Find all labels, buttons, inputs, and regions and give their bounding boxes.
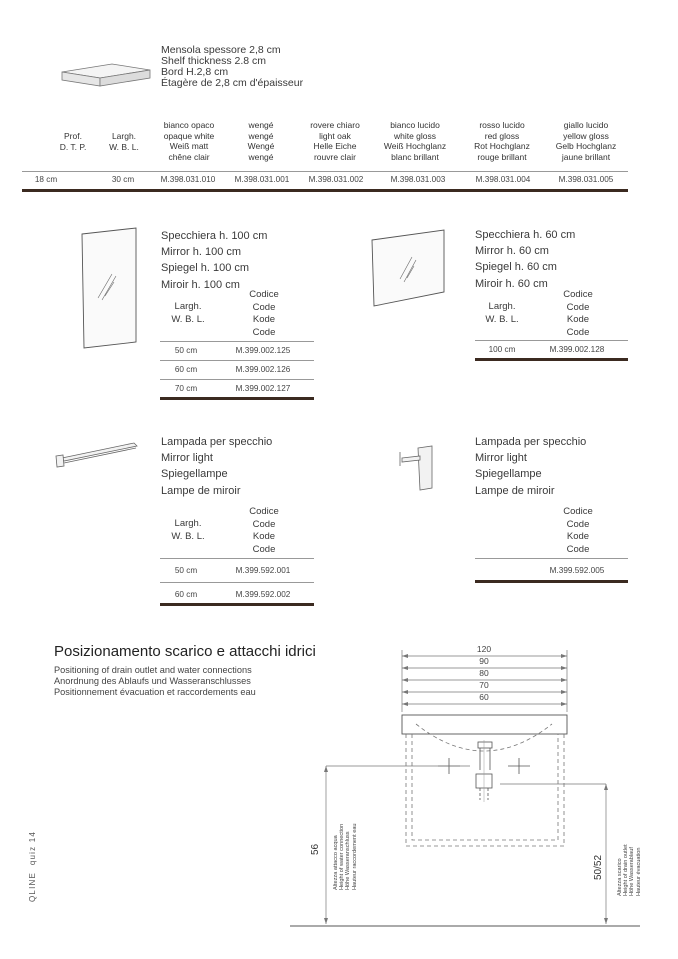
label-line: Höhe Wasserablauf	[629, 847, 636, 896]
title-line: Lampe de miroir	[161, 484, 241, 497]
title-line: Spiegel h. 100 cm	[161, 262, 250, 275]
label-line: Height of water connection	[339, 823, 346, 890]
header-line: Code	[252, 518, 276, 530]
footer-brand	[28, 831, 37, 902]
table-bottom-rule	[160, 397, 314, 400]
code-header	[546, 506, 610, 556]
title-line: Mirror h. 100 cm	[161, 246, 242, 259]
header-line: rouge brillant	[477, 151, 527, 162]
header-line: Prof.	[64, 131, 82, 141]
mirror-60-title	[475, 227, 575, 292]
col-header-red-gloss	[462, 120, 542, 162]
col-header-opaque-white	[150, 120, 228, 162]
col-header-wenge	[226, 120, 296, 162]
mirror-100-illustration	[82, 228, 136, 348]
left-height-value: 56	[310, 843, 321, 855]
lamp-long-illustration	[56, 443, 137, 467]
title-line: Mirror h. 60 cm	[475, 245, 549, 258]
header-line: chêne clair	[168, 151, 210, 162]
header-line: Codice	[563, 289, 593, 300]
header-line: white gloss	[393, 130, 437, 141]
header-line: Kode	[252, 314, 276, 326]
label-line: Hauteur raccordement eau	[351, 823, 358, 890]
table-cell: M.399.002.125	[235, 346, 291, 355]
header-line: W. B. L.	[171, 530, 205, 542]
table-cell: M.399.002.127	[235, 384, 291, 393]
divider	[475, 558, 628, 559]
col-header-yellow-gloss	[546, 120, 626, 162]
table-bottom-rule	[475, 358, 628, 361]
header-line: wengé	[248, 151, 274, 162]
table-cell: 60 cm	[174, 365, 198, 374]
label-line: Altezza attacco acqua	[333, 835, 339, 890]
table-cell: M.398.031.004	[475, 175, 531, 184]
page-label: quiz 14	[28, 830, 37, 866]
table-cell: M.398.031.002	[308, 175, 364, 184]
subtitle-line: Positionnement évacuation et raccordements eau	[54, 686, 256, 697]
table-cell: M.399.592.002	[235, 590, 291, 599]
mirror-100-title	[161, 228, 267, 293]
label-line: Höhe Wasseranschluss	[345, 831, 352, 890]
divider	[160, 360, 314, 361]
table-cell: M.398.031.003	[390, 175, 446, 184]
title-line: Miroir h. 60 cm	[475, 277, 548, 290]
title-line: Specchiera h. 60 cm	[475, 229, 576, 241]
table-cell: M.398.031.005	[558, 175, 614, 184]
table-cell: M.399.002.126	[235, 365, 291, 374]
header-line: Wengé	[247, 141, 275, 151]
col-header-white-gloss	[375, 120, 455, 162]
header-line: Gelb Hochglanz	[555, 141, 617, 151]
label-line: Height of drain outlet	[623, 844, 630, 896]
divider	[160, 341, 314, 342]
divider	[160, 558, 314, 559]
header-line: D. T. P.	[59, 141, 87, 152]
subtitle-line: Anordnung des Ablaufs und Wasseranschlusses	[54, 675, 251, 686]
width-90: 90	[479, 656, 489, 666]
header-line: W. B. L.	[485, 313, 519, 325]
header-line: giallo lucido	[563, 120, 609, 130]
title-line: Specchiera h. 100 cm	[161, 230, 268, 242]
header-line: rosso lucido	[479, 120, 525, 130]
title-line: Mirror light	[161, 452, 213, 465]
label-line: Altezza scarico	[617, 858, 623, 896]
width-header	[160, 301, 216, 326]
right-height-value: 50/52	[593, 854, 604, 880]
header-line: Kode	[252, 531, 276, 543]
header-line: Largh.	[488, 301, 516, 312]
header-line: Codice	[249, 506, 279, 517]
header-line: W. B. L.	[109, 141, 139, 152]
code-header	[232, 289, 296, 339]
header-line: Code	[566, 518, 590, 530]
table-cell: M.399.592.001	[235, 566, 291, 575]
header-line: light oak	[319, 130, 351, 141]
header-line: Code	[252, 543, 276, 555]
right-height-label	[617, 844, 642, 896]
title-line: Miroir h. 100 cm	[161, 278, 240, 291]
table-cell: 100 cm	[488, 345, 516, 354]
header-line: Weiß Hochglanz	[383, 141, 447, 151]
shelf-title-line: Étagère de 2,8 cm d'épaisseur	[161, 77, 304, 89]
table-bottom-rule	[475, 580, 628, 583]
width-60: 60	[479, 692, 489, 702]
col-header-width	[102, 131, 146, 152]
table-cell: M.399.002.128	[549, 345, 605, 354]
header-line: red gloss	[484, 130, 520, 141]
title-line: Lampada per specchio	[475, 436, 587, 448]
table-cell: 50 cm	[174, 346, 198, 355]
drain-subtitle	[54, 665, 256, 697]
header-line: Helle Eiche	[313, 141, 357, 151]
header-line: blanc brillant	[391, 151, 439, 162]
width-header	[160, 518, 216, 543]
header-line: Largh.	[174, 301, 202, 312]
title-line: Mirror light	[475, 452, 527, 465]
header-line: Rot Hochglanz	[474, 141, 530, 151]
table-bottom-rule	[22, 189, 628, 192]
title-line: Spiegel h. 60 cm	[475, 261, 557, 274]
header-line: yellow gloss	[563, 130, 609, 141]
width-header	[474, 301, 530, 326]
width-120: 120	[476, 644, 492, 654]
divider	[160, 582, 314, 583]
title-line: Lampada per specchio	[161, 436, 273, 448]
header-line: W. B. L.	[171, 313, 205, 325]
width-70: 70	[479, 680, 489, 690]
width-80: 80	[479, 668, 489, 678]
left-height-label	[333, 823, 358, 890]
code-header	[232, 506, 296, 556]
header-line: bianco lucido	[390, 120, 440, 130]
table-cell: M.398.031.010	[160, 175, 216, 184]
header-line: Largh.	[111, 131, 137, 141]
table-cell: M.398.031.001	[234, 175, 290, 184]
table-bottom-rule	[160, 603, 314, 606]
header-line: Code	[252, 301, 276, 313]
header-line: Weiß matt	[169, 141, 209, 151]
shelf-title	[161, 45, 303, 89]
header-line: Largh.	[174, 518, 202, 529]
table-cell: 50 cm	[174, 566, 198, 575]
header-line: wengé	[248, 130, 274, 141]
header-line: bianco opaco	[163, 120, 215, 130]
shelf-illustration	[62, 64, 150, 86]
mirror-60-illustration	[372, 230, 444, 306]
shelf-title-line: Mensola spessore 2,8 cm	[161, 44, 281, 56]
code-header	[546, 289, 610, 339]
subtitle-line: Positioning of drain outlet and water connections	[54, 665, 252, 675]
brand-name: QLINE	[28, 871, 37, 902]
header-line: rovere chiaro	[310, 120, 360, 130]
header-line: Code	[566, 543, 590, 555]
table-cell: 18 cm	[34, 175, 58, 184]
col-header-light-oak	[299, 120, 371, 162]
lamp-long-title	[161, 434, 272, 499]
table-cell: 30 cm	[111, 175, 135, 184]
header-line: jaune brillant	[561, 151, 611, 162]
table-cell: M.399.592.005	[549, 566, 605, 575]
drain-title: Posizionamento scarico e attacchi idrici	[54, 643, 316, 660]
col-header-depth	[53, 131, 93, 152]
lamp-short-title	[475, 434, 586, 499]
header-line: Codice	[249, 289, 279, 300]
table-cell: 70 cm	[174, 384, 198, 393]
header-line: opaque white	[163, 130, 215, 141]
title-line: Lampe de miroir	[475, 484, 555, 497]
header-line: Kode	[566, 531, 590, 543]
header-line: Code	[566, 301, 590, 313]
header-line: Code	[566, 326, 590, 338]
header-line: Code	[252, 326, 276, 338]
shelf-title-line: Shelf thickness 2.8 cm	[161, 55, 267, 67]
header-line: rouvre clair	[313, 151, 357, 162]
header-line: Codice	[563, 506, 593, 517]
divider	[475, 340, 628, 341]
header-line: wengé	[248, 120, 274, 130]
label-line: Hauteur évacuation	[635, 847, 642, 896]
title-line: Spiegellampe	[475, 468, 542, 481]
title-line: Spiegellampe	[161, 468, 228, 481]
lamp-short-illustration	[400, 446, 432, 490]
shelf-title-line: Bord H.2,8 cm	[161, 66, 229, 78]
divider	[22, 171, 628, 172]
table-cell: 60 cm	[174, 590, 198, 599]
header-line: Kode	[566, 314, 590, 326]
divider	[160, 379, 314, 380]
